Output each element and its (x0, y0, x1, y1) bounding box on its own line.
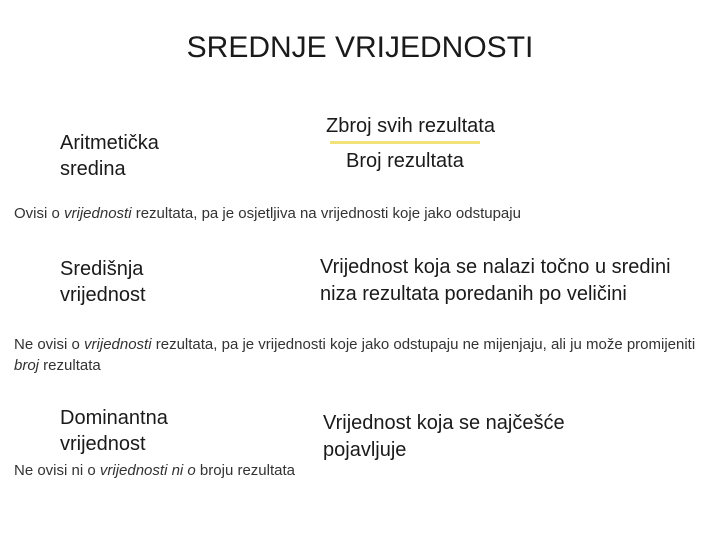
note-text: rezultata, pa je vrijednosti koje jako odstupaju ne mijenjaju, ali ju može promijeniti (151, 336, 696, 353)
slide-title: SREDNJE VRIJEDNOSTI (186, 31, 534, 64)
term-arithmetic-mean: Aritmetička sredina (60, 132, 159, 180)
note-text: Ne ovisi o (14, 336, 85, 353)
definition-mode: Vrijednost koja se najčešće pojavljuje (323, 412, 565, 461)
note-italic: vrijednosti ni o (99, 462, 196, 479)
note-italic: broj (14, 357, 40, 374)
note-text: rezultata (39, 357, 101, 374)
note-median (14, 334, 704, 376)
note-italic: vrijednosti (84, 336, 152, 353)
definition-median: Vrijednost koja se nalazi točno u sredini niza rezultata poredanih po veličini (320, 256, 671, 305)
fraction-bar (330, 141, 480, 144)
note-text: Ovisi o (14, 205, 65, 222)
note-arithmetic-mean (14, 203, 714, 224)
note-mode (14, 460, 714, 481)
note-text: broju rezultata (195, 462, 295, 479)
term-mode: Dominantna vrijednost (60, 407, 168, 455)
note-italic: vrijednosti (64, 205, 132, 222)
formula-numerator: Zbroj svih rezultata (326, 115, 495, 137)
formula-denominator: Broj rezultata (346, 150, 464, 172)
note-text: rezultata, pa je osjetljiva na vrijednosti koje jako odstupaju (131, 205, 521, 222)
term-median: Središnja vrijednost (60, 258, 146, 306)
note-text: Ne ovisi ni o (14, 462, 100, 479)
